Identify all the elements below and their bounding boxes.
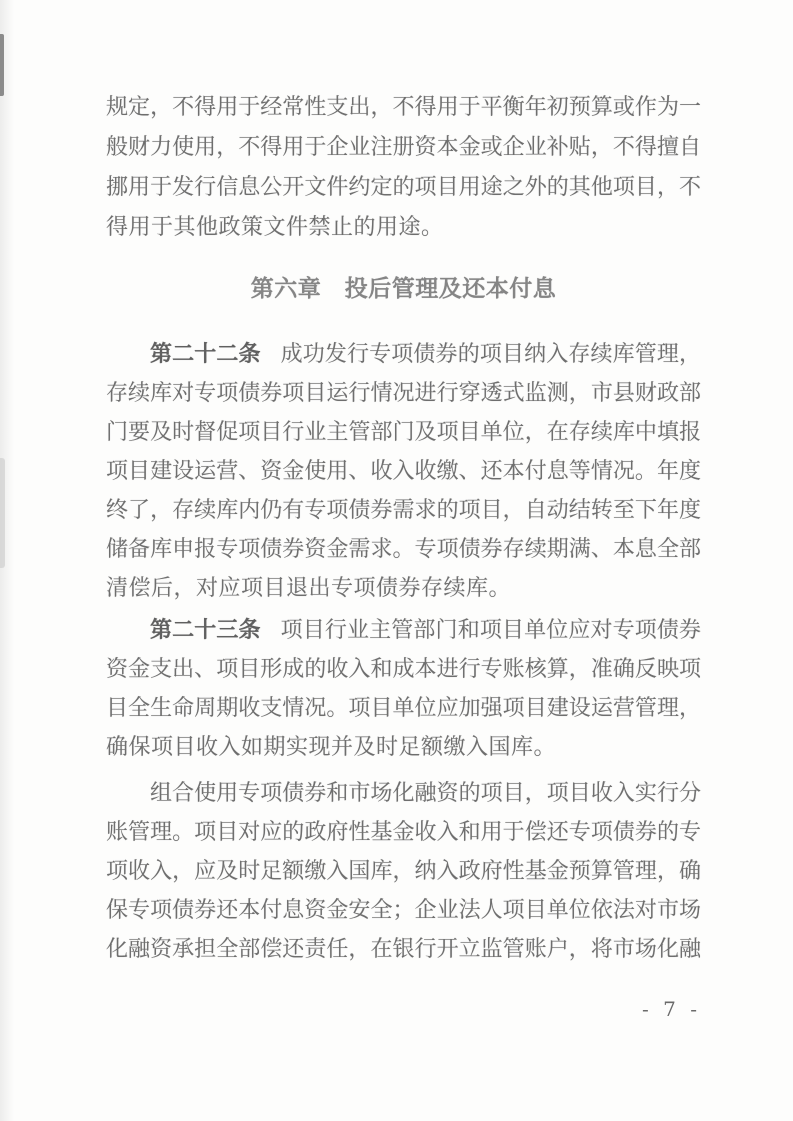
text-line: 存续库对专项债券项目运行情况进行穿透式监测，市县财政部 bbox=[106, 381, 701, 406]
text-line: 项收入，应及时足额缴入国库，纳入政府性基金预算管理，确 bbox=[106, 859, 701, 884]
text-line: 化融资承担全部偿还责任，在银行开立监管账户，将市场化融 bbox=[106, 937, 701, 962]
text-line: 资金支出、项目形成的收入和成本进行专账核算，准确反映项 bbox=[106, 657, 701, 682]
page-number: - 7 - bbox=[642, 997, 701, 1021]
text-line: 目全生命周期收支情况。项目单位应加强项目建设运营管理， bbox=[106, 696, 701, 721]
article-first-line-text: 成功发行专项债券的项目纳入存续库管理， bbox=[280, 342, 701, 367]
chapter-heading: 第六章 投后管理及还本付息 bbox=[250, 276, 557, 302]
text-line: 账管理。项目对应的政府性基金收入和用于偿还专项债券的专 bbox=[106, 820, 701, 845]
article-number-label: 第二十二条 bbox=[150, 342, 261, 367]
article-first-line bbox=[106, 611, 701, 650]
text-line: 终了，存续库内仍有专项债券需求的项目，自动结转至下年度 bbox=[106, 498, 701, 523]
paragraph-continuation bbox=[106, 88, 701, 248]
article-first-line-text: 项目行业主管部门和项目单位应对专项债券 bbox=[280, 618, 701, 643]
text-line: 得用于其他政策文件禁止的用途。 bbox=[106, 215, 444, 240]
paragraph-article-22 bbox=[106, 335, 701, 608]
paragraph-combined-financing bbox=[106, 774, 701, 969]
scan-artifact-top bbox=[0, 34, 4, 96]
paragraph-article-23 bbox=[106, 611, 701, 767]
text-line: 规定，不得用于经常性支出，不得用于平衡年初预算或作为一 bbox=[106, 95, 701, 120]
text-line: 门要及时督促项目行业主管部门及项目单位，在存续库中填报 bbox=[106, 420, 701, 445]
document-content bbox=[106, 0, 701, 1022]
text-line: 储备库申报专项债券资金需求。专项债券存续期满、本息全部 bbox=[106, 537, 701, 562]
text-line: 项目建设运营、资金使用、收入收缴、还本付息等情况。年度 bbox=[106, 459, 701, 484]
text-line: 确保项目收入如期实现并及时足额缴入国库。 bbox=[106, 735, 557, 760]
scan-artifact-mid bbox=[0, 458, 5, 568]
text-line: 清偿后，对应项目退出专项债券存续库。 bbox=[106, 576, 512, 601]
text-line: 般财力使用，不得用于企业注册资本金或企业补贴，不得擅自 bbox=[106, 135, 701, 160]
text-line: 挪用于发行信息公开文件约定的项目用途之外的其他项目，不 bbox=[106, 175, 701, 200]
text-line: 保专项债券还本付息资金安全；企业法人项目单位依法对市场 bbox=[106, 898, 701, 923]
article-first-line bbox=[106, 335, 701, 374]
article-number-label: 第二十三条 bbox=[150, 618, 261, 643]
text-line: 组合使用专项债券和市场化融资的项目，项目收入实行分 bbox=[150, 781, 701, 806]
